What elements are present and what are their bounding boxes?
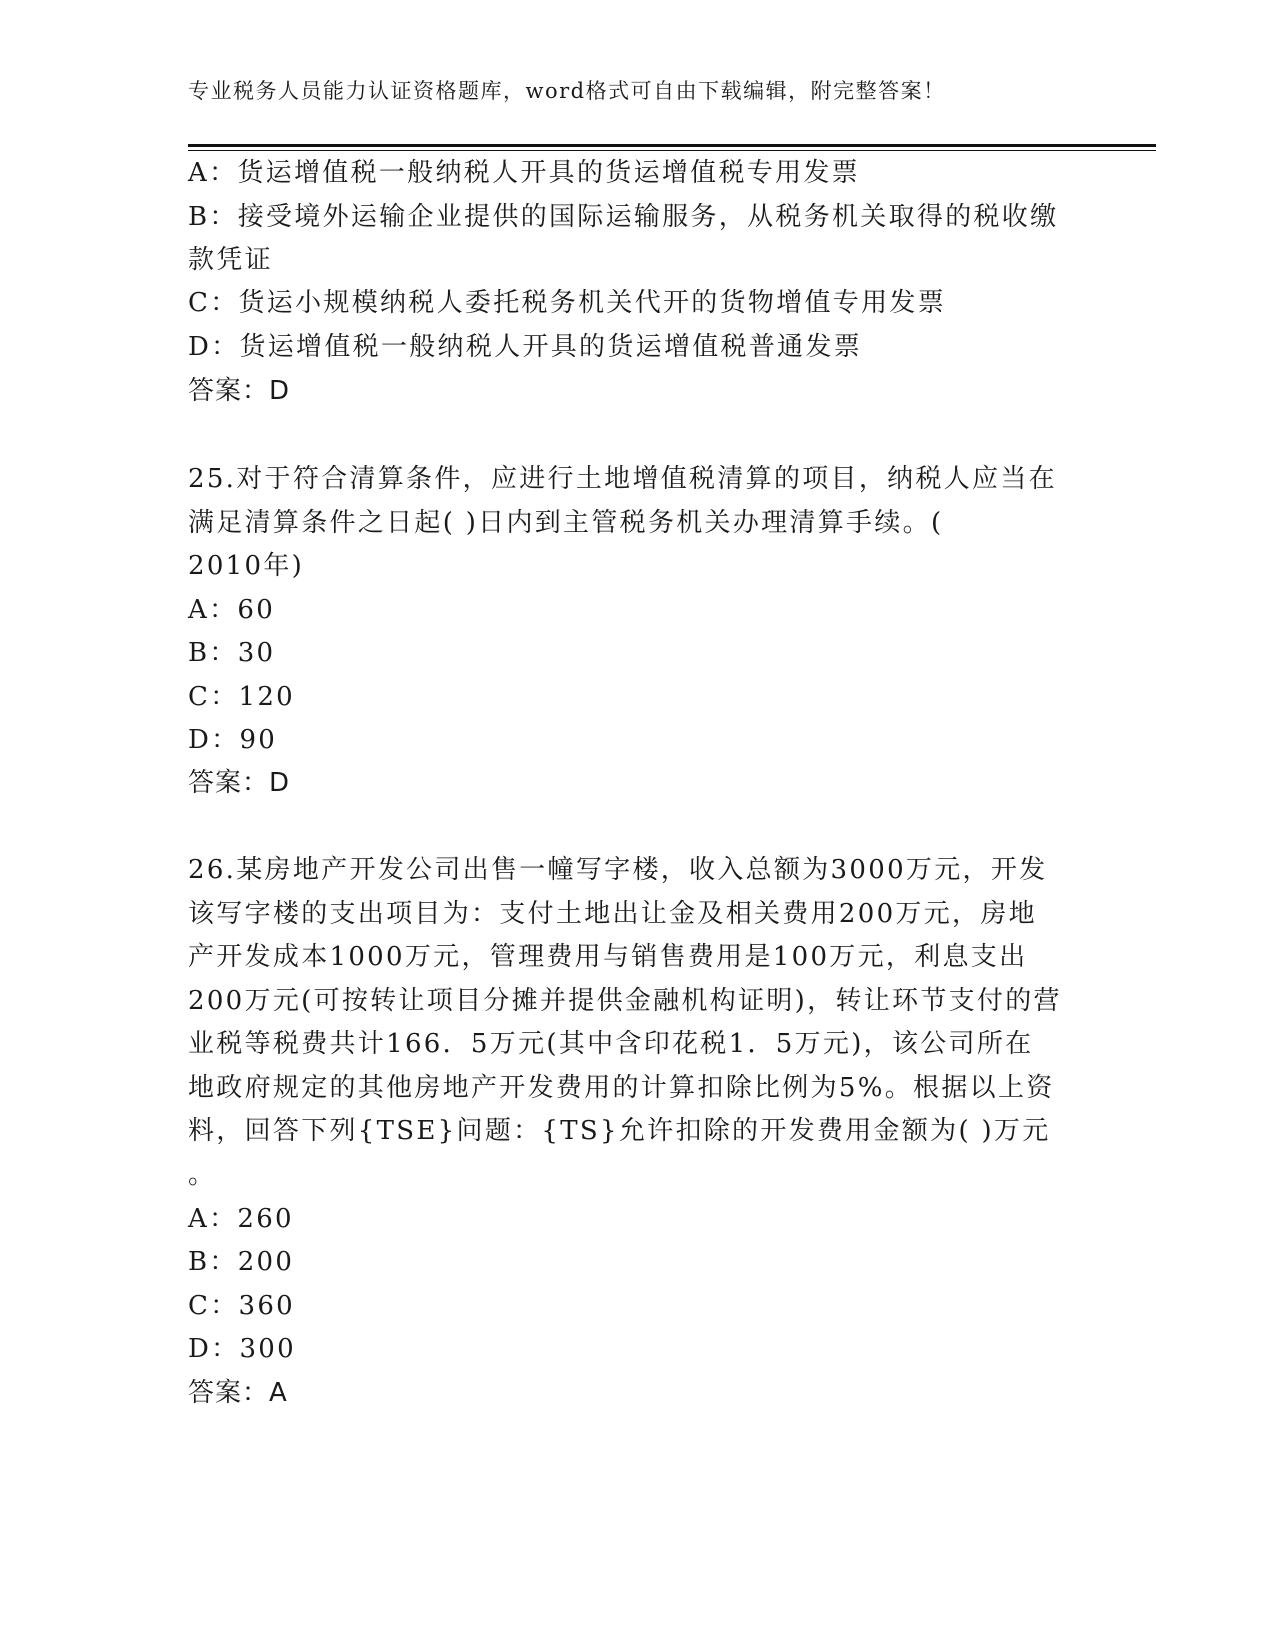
header-rule-thin [188,150,1156,151]
option-a: A：60 [188,595,276,625]
question-stem-line: 地政府规定的其他房地产开发费用的计算扣除比例为5%。根据以上资 [188,1073,1055,1103]
question-stem-line: 200万元(可按转让项目分摊并提供金融机构证明)，转让环节支付的营 [188,986,1062,1016]
option-d: D：300 [188,1334,296,1364]
option-b: B：200 [188,1247,295,1277]
option-a: A：260 [188,1204,294,1234]
option-c: C：120 [188,682,296,712]
question-stem-line: 该写字楼的支出项目为：支付土地出让金及相关费用200万元，房地 [188,899,1037,929]
question-stem-line: 25.对于符合清算条件，应进行土地增值税清算的项目，纳税人应当在 [188,464,1057,494]
header-rule-thick [188,144,1156,147]
option-b: B：30 [188,638,276,668]
option-c: C：货运小规模纳税人委托税务机关代开的货物增值专用发票 [188,288,946,318]
answer: 答案：A [188,1378,288,1408]
question-stem-line: 料，回答下列{TSE}问题：{TS}允许扣除的开发费用金额为( )万元 [188,1116,1051,1146]
question-stem-line: 26.某房地产开发公司出售一幢写字楼，收入总额为3000万元，开发 [188,855,1048,885]
option-a: A：货运增值税一般纳税人开具的货运增值税专用发票 [188,158,860,188]
answer: 答案：D [188,768,291,798]
option-b: B：接受境外运输企业提供的国际运输服务，从税务机关取得的税收缴 [188,202,1059,232]
question-stem-line: 产开发成本1000万元，管理费用与销售费用是100万元，利息支出 [188,942,1028,972]
option-b-continued: 款凭证 [188,245,273,275]
answer: 答案：D [188,376,291,406]
question-stem-line: 2010年) [188,551,305,581]
question-stem-line: 业税等税费共计166．5万元(其中含印花税1．5万元)，该公司所在 [188,1029,1034,1059]
option-c: C：360 [188,1291,296,1321]
question-stem-line: 。 [188,1160,217,1190]
page-header: 专业税务人员能力认证资格题库，word格式可自由下载编辑，附完整答案！ [188,79,946,103]
question-stem-line: 满足清算条件之日起( )日内到主管税务机关办理清算手续。( [188,508,944,538]
option-d: D：货运增值税一般纳税人开具的货运增值税普通发票 [188,332,863,362]
option-d: D：90 [188,725,278,755]
